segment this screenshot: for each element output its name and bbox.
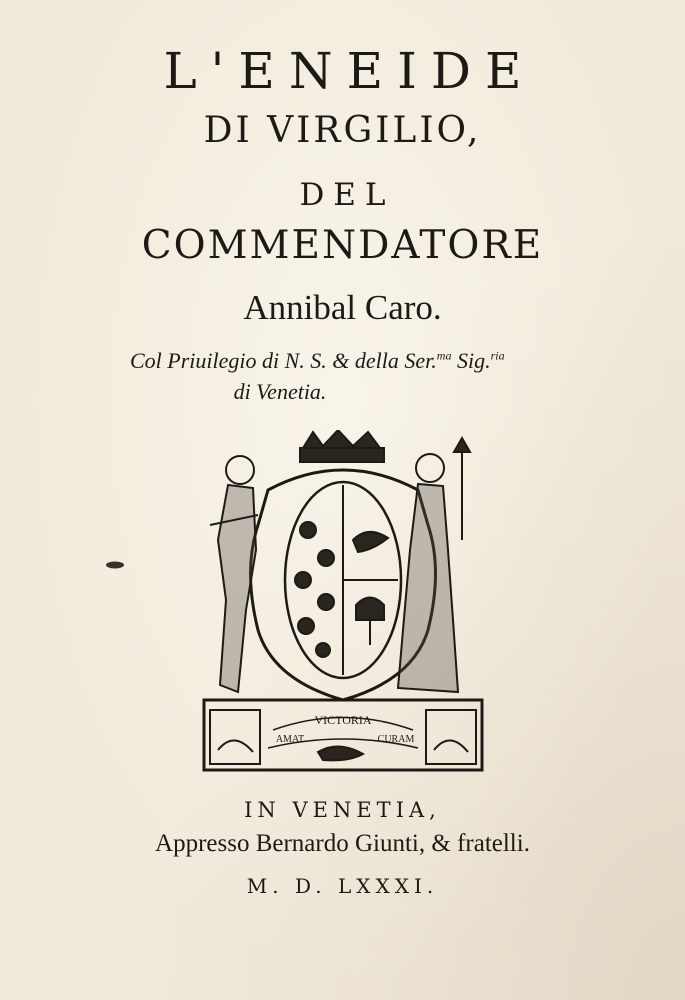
del-line: DEL	[299, 177, 395, 213]
privilege-sup-2: ria	[490, 348, 505, 363]
translator-name: Annibal Caro.	[243, 288, 442, 327]
imprint-printer: Appresso Bernardo Giunti, & fratelli.	[155, 830, 530, 857]
privilege-sup-1: ma	[436, 348, 452, 363]
ink-spot	[104, 560, 126, 570]
woodcut-motto-top: VICTORIA	[314, 713, 372, 727]
woodcut-motto-right: CURAM	[377, 734, 415, 745]
woodcut-motto-left: AMAT	[275, 734, 305, 745]
privilege-line-2: di Venetia.	[233, 379, 327, 404]
book-subtitle: DI VIRGILIO,	[203, 110, 482, 151]
commendatore-line: COMMENDATORE	[141, 223, 544, 268]
privilege-line	[130, 348, 590, 374]
privilege-text-b: Sig.	[451, 348, 491, 373]
imprint-date: M. D. LXXXI.	[246, 874, 439, 898]
printer-device-woodcut	[198, 430, 488, 780]
privilege-text-a: Col Priuilegio di N. S. & della Ser.	[130, 348, 437, 373]
book-title: L'ENEIDE	[163, 42, 536, 100]
imprint-place: IN VENETIA,	[244, 798, 441, 822]
